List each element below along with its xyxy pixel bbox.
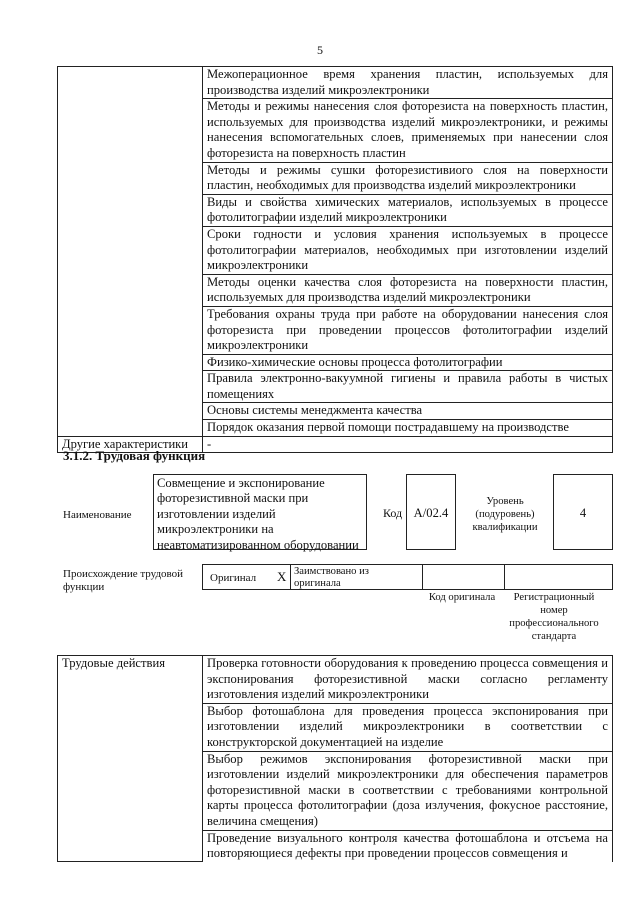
knowledge-table — [57, 66, 613, 453]
table-row: Проведение визуального контроля качества фотошаблона и отсъема на повторяющиеся дефекты при проведении процессов совмещения и — [203, 830, 613, 862]
borrowed-label: Заимствовано из оригинала — [294, 566, 369, 589]
origin-divider-2 — [422, 564, 423, 590]
table-row: Требования охраны труда при работе на оборудовании нанесения слоя фоторезиста при проведении процессов фотолитографии изделий микроэлектроники — [203, 306, 613, 354]
other-characteristics-label: Другие характеристики — [58, 436, 203, 453]
page-number: 5 — [317, 43, 323, 57]
table-row: Правила электронно-вакуумной гигиены и правила работы в чистых помещениях — [203, 371, 613, 403]
table-row: Порядок оказания первой помощи пострадавшему на производстве — [203, 420, 613, 437]
reg-number-caption: Регистрационный номер профессионального стандарта — [509, 592, 599, 642]
table-row: Виды и свойства химических материалов, используемых в процессе фотолитографии изделий микроэлектроники — [203, 194, 613, 226]
section-title: 3.1.2. Трудовая функция — [63, 448, 206, 463]
other-characteristics-value: - — [203, 436, 613, 453]
code-original-caption: Код оригинала — [428, 592, 496, 603]
table-row: Выбор режимов экспонирования фоторезистивной маски при изготовлении изделий микроэлектроники для обеспечения параметров фоторезистивной маски в соответствии с требованиями контрольной карты процесса фотолитографии (доза излучения, фокусное расстояние, величина смещения) — [203, 751, 613, 830]
table-row: Методы и режимы нанесения слоя фоторезиста на поверхность пластин, используемых для производства изделий микроэлектроники, и режимы нанесения вспомогательных слоев, применяемых при нанесении слоя фоторезиста на поверхность пластин — [203, 99, 613, 162]
table-row: Физико-химические основы процесса фотолитографии — [203, 354, 613, 371]
table-row: Методы и режимы сушки фоторезистивиого слоя на поверхности пластин, необходимых для производства изделий микроэлектроники — [203, 162, 613, 194]
code-label: Код — [383, 506, 403, 520]
table-row: Основы системы менеджмента качества — [203, 403, 613, 420]
level-box: 4 — [553, 474, 613, 550]
original-mark: X — [277, 569, 287, 584]
knowledge-table-left-cell — [58, 67, 203, 437]
code-box: A/02.4 — [406, 474, 456, 550]
table-row: Сроки годности и условия хранения используемых в процессе фотолитографии материалов, необходимых при изготовлении изделий микроэлектроники — [203, 226, 613, 274]
table-row: Проверка готовности оборудования к проведению процесса совмещения и экспонирования фоторезистивной маски согласно регламенту изготовления изделий микроэлектроники — [203, 656, 613, 704]
level-label: Уровень (подуровень) квалификации — [472, 496, 538, 533]
original-label: Оригинал — [210, 572, 257, 584]
table-row: Методы оценки качества слоя фоторезиста на поверхности пластин, используемых для производства изделий микроэлектроники — [203, 274, 613, 306]
labor-actions-label: Трудовые действия — [58, 656, 203, 862]
name-label: Наименование — [63, 509, 132, 521]
origin-divider-1 — [290, 564, 291, 590]
origin-label: Происхождение трудовой функции — [63, 568, 184, 593]
table-row: Выбор фотошаблона для проведения процесса экспонирования при изготовлении изделий микроэлектроники в соответствии с конструкторской документацией на изделие — [203, 703, 613, 751]
origin-divider-3 — [504, 564, 505, 590]
function-name-box: Совмещение и экспонирование фоторезистивной маски при изготовлении изделий микроэлектроники на неавтоматизированном оборудовании — [153, 474, 367, 550]
table-row: Межоперационное время хранения пластин, используемых для производства изделий микроэлектроники — [203, 67, 613, 99]
labor-actions-table — [57, 655, 613, 862]
